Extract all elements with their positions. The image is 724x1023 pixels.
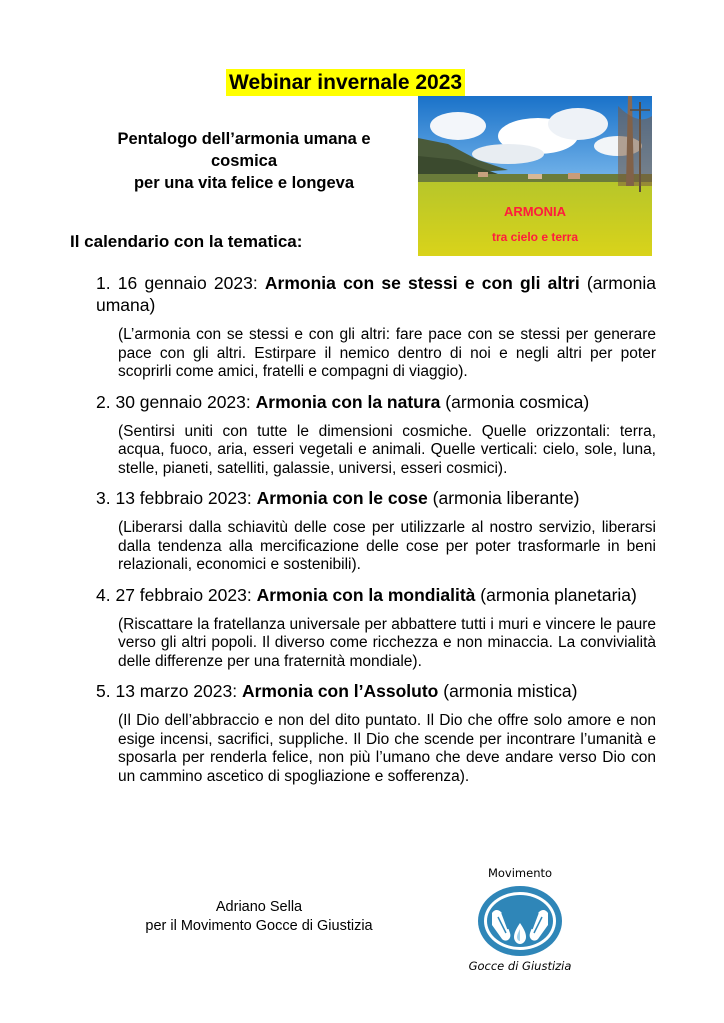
item-date: 30 gennaio 2023: bbox=[115, 391, 251, 412]
item-tag: (armonia umana) bbox=[96, 273, 656, 315]
item-heading bbox=[96, 680, 656, 702]
item-date: 27 febbraio 2023: bbox=[115, 584, 252, 605]
item-description: (Liberarsi dalla schiavitù delle cose per utilizzarle al nostro servizio, liberarsi dalla tendenza alla mercificazione delle cose per poter trasformarle in beni relazionali, economici e sostenibili). bbox=[118, 519, 656, 573]
item-theme: Armonia con la mondialità bbox=[256, 584, 476, 605]
photo-caption-2: tra cielo e terra bbox=[491, 230, 579, 244]
item-tag: (armonia planetaria) bbox=[480, 584, 637, 605]
movement-logo bbox=[455, 866, 585, 976]
item-number: 2. bbox=[96, 391, 111, 412]
subtitle-line: Pentalogo dell’armonia umana e bbox=[117, 130, 371, 148]
item-date: 13 febbraio 2023: bbox=[115, 488, 252, 508]
item-date: 16 gennaio 2023: bbox=[117, 273, 258, 293]
item-theme: Armonia con se stessi e con gli altri bbox=[264, 273, 580, 293]
item-theme: Armonia con l’Assoluto bbox=[241, 681, 439, 701]
item-number: 3. bbox=[96, 488, 111, 508]
list-item bbox=[96, 272, 656, 382]
item-description: (L’armonia con se stessi e con gli altri: fare pace con se stessi per generare pace con gli altri. Estirpare il nemico dentro di noi e negli altri per poter scoprirli come amici, fratelli e compagni di viaggio). bbox=[118, 326, 656, 380]
subtitle-line: per una vita felice e longeva bbox=[133, 174, 355, 192]
item-theme: Armonia con le cose bbox=[256, 488, 428, 508]
list-item bbox=[96, 584, 656, 672]
item-description: (Riscattare la fratellanza universale per abbattere tutti i muri e vincere le paure verso gli altri popoli. Il diverso come ricchezza e non minaccia. La convivialità delle differenze per una fraternità mondiale). bbox=[118, 615, 656, 670]
author-name: Adriano Sella bbox=[215, 899, 303, 915]
calendar-list bbox=[96, 272, 656, 795]
landscape-photo bbox=[418, 96, 652, 256]
subtitle bbox=[84, 128, 404, 194]
author-affiliation: per il Movimento Gocce di Giustizia bbox=[145, 918, 373, 934]
item-number: 4. bbox=[96, 584, 111, 605]
calendar-heading: Il calendario con la tematica: bbox=[70, 232, 303, 251]
item-heading bbox=[96, 584, 656, 606]
item-number: 5. bbox=[96, 681, 111, 701]
subtitle-line: cosmica bbox=[210, 152, 278, 170]
list-item bbox=[96, 680, 656, 786]
hands-drop-icon bbox=[476, 883, 564, 959]
item-theme: Armonia con la natura bbox=[255, 391, 441, 412]
item-tag: (armonia cosmica) bbox=[445, 391, 590, 412]
item-heading bbox=[96, 272, 656, 316]
item-heading bbox=[96, 391, 656, 413]
author-signature bbox=[128, 898, 390, 936]
item-description: (Il Dio dell’abbraccio e non del dito puntato. Il Dio che offre solo amore e non esige incensi, sacrifici, suppliche. Il Dio che scende per incontrare l’umanità e sposarla per renderla felice, non più l’umano che deve andare verso Dio con un cammino ascetico di spogliazione e sofferenza). bbox=[118, 712, 656, 785]
list-item bbox=[96, 391, 656, 479]
item-tag: (armonia liberante) bbox=[432, 488, 580, 508]
list-item bbox=[96, 487, 656, 575]
item-number: 1. bbox=[96, 273, 111, 293]
logo-bottom-text: Gocce di Giustizia bbox=[468, 959, 572, 973]
item-description: (Sentirsi uniti con tutte le dimensioni cosmiche. Quelle orizzontali: terra, acqua, fuoco, aria, esseri vegetali e animali. Quelle verticali: cielo, sole, luna, stelle, pianeti, satelliti, galassie, universi, esseri cosmici). bbox=[118, 422, 656, 477]
photo-caption-1: ARMONIA bbox=[503, 204, 567, 219]
logo-top-text: Movimento bbox=[487, 866, 553, 880]
page-title: Webinar invernale 2023 bbox=[226, 69, 465, 96]
item-heading bbox=[96, 487, 656, 509]
item-tag: (armonia mistica) bbox=[443, 681, 578, 701]
item-date: 13 marzo 2023: bbox=[115, 681, 238, 701]
